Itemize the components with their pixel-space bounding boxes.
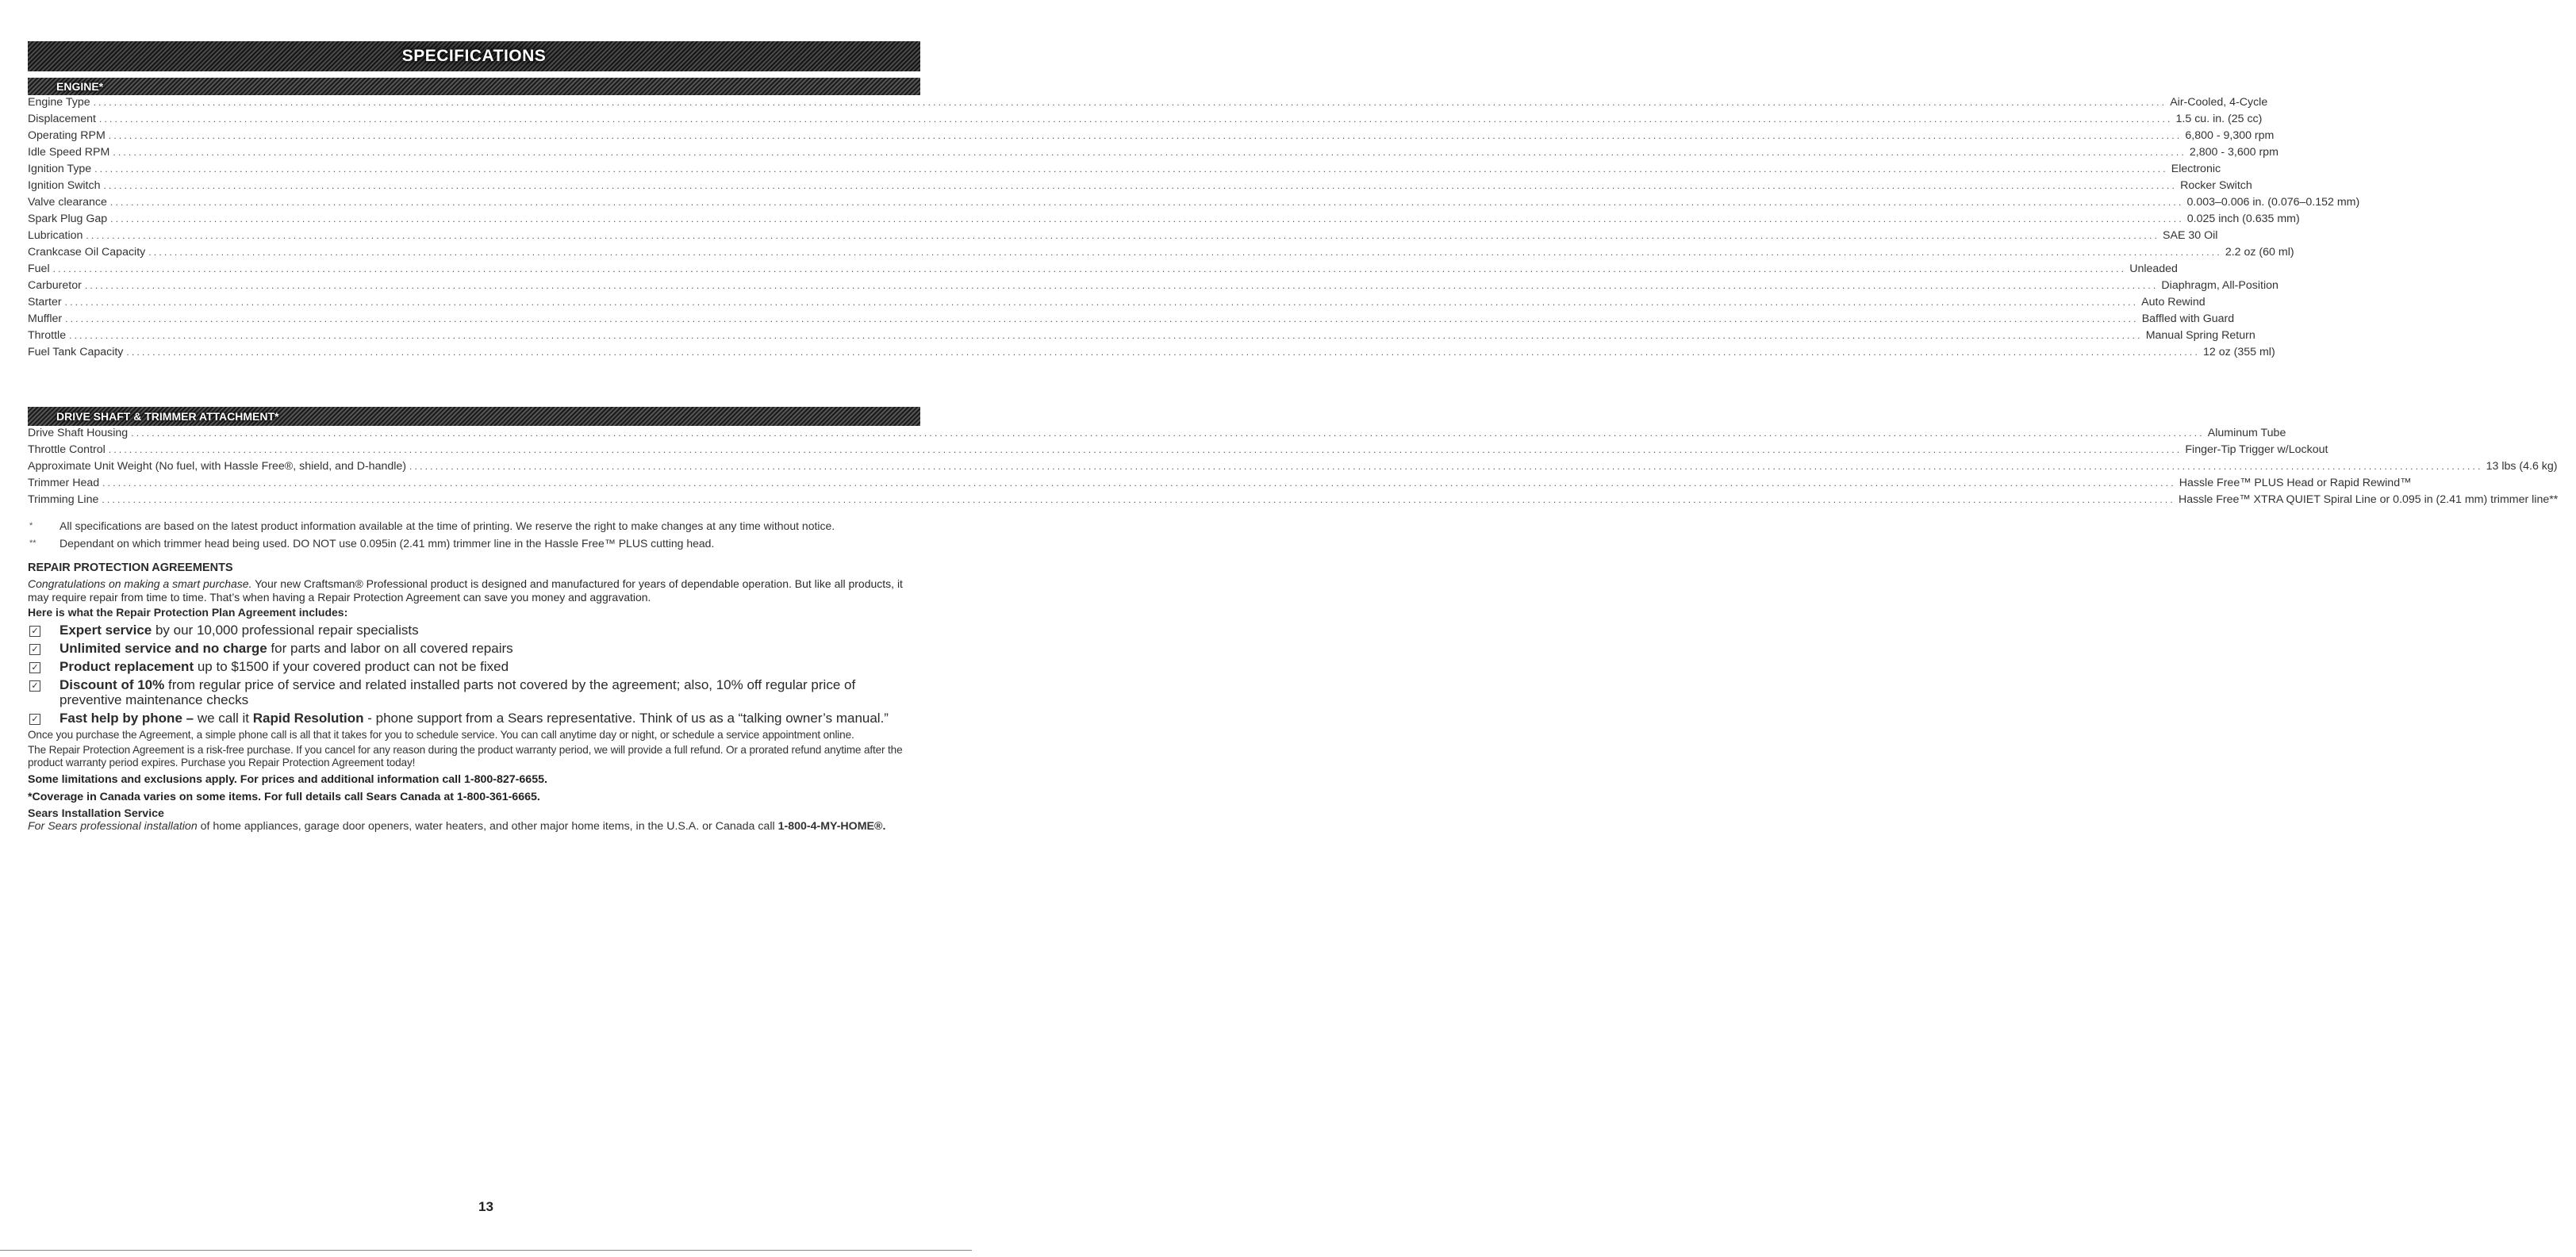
spec-label: Trimming Line	[28, 493, 99, 506]
spec-label: Muffler	[28, 312, 63, 325]
spec-row	[28, 163, 2221, 179]
spec-value: Aluminum Tube	[2207, 427, 2286, 439]
dot-leader: ................................................................................................................................................................................................................................................................................................................................................................................................................	[108, 444, 2182, 455]
spec-label: Carburetor	[28, 279, 82, 292]
spec-value: Hassle Free™ PLUS Head or Rapid Rewind™	[2179, 477, 2412, 489]
benefit-item	[28, 641, 920, 656]
spec-row	[28, 129, 2275, 146]
bottom-divider	[0, 1250, 972, 1251]
spec-value: 0.025 inch (0.635 mm)	[2186, 213, 2300, 225]
checkbox-icon: ✓	[29, 680, 40, 692]
spec-label: Drive Shaft Housing	[28, 427, 129, 439]
drive-section-header	[28, 407, 920, 426]
spec-label: Displacement	[28, 113, 96, 125]
dot-leader: ................................................................................................................................................................................................................................................................................................................................................................................................................	[110, 213, 2184, 224]
spec-value: Auto Rewind	[2141, 296, 2206, 309]
benefit-text: we call it	[194, 711, 253, 726]
spec-row	[28, 113, 2263, 129]
spec-row	[28, 279, 2278, 296]
benefit-bold: Discount of 10%	[60, 677, 165, 692]
spec-value: Diaphragm, All-Position	[2161, 279, 2278, 292]
spec-row	[28, 96, 2268, 113]
specifications-page	[28, 41, 2559, 834]
rpa-paragraph: Once you purchase the Agreement, a simple phone call is all that it takes for you to schedule service. You can call anytime day or night, or schedule a service appointment online.	[28, 729, 854, 741]
dot-leader: ................................................................................................................................................................................................................................................................................................................................................................................................................	[148, 247, 2222, 258]
dot-leader: ................................................................................................................................................................................................................................................................................................................................................................................................................	[109, 197, 2184, 208]
checkbox-icon: ✓	[29, 626, 40, 637]
spec-label: Crankcase Oil Capacity	[28, 246, 146, 259]
spec-label: Ignition Switch	[28, 179, 101, 192]
footnote	[28, 519, 920, 533]
spec-value: Rocker Switch	[2180, 179, 2252, 192]
installation-service-section	[28, 807, 920, 834]
dot-leader: ................................................................................................................................................................................................................................................................................................................................................................................................................	[108, 130, 2182, 141]
engine-section-header	[28, 78, 920, 95]
spec-value: Finger-Tip Trigger w/Lockout	[2185, 443, 2328, 456]
spec-label: Throttle	[28, 329, 67, 342]
spec-value: Electronic	[2171, 163, 2221, 175]
rpa-intro-italic: Congratulations on making a smart purchase.	[28, 577, 252, 590]
spec-row	[28, 477, 2412, 493]
spec-row	[28, 229, 2218, 246]
dot-leader: ................................................................................................................................................................................................................................................................................................................................................................................................................	[102, 494, 2175, 505]
dot-leader: ................................................................................................................................................................................................................................................................................................................................................................................................................	[84, 280, 2159, 291]
spec-value: 2.2 oz (60 ml)	[2225, 246, 2294, 259]
rpa-limitations: Some limitations and exclusions apply. For prices and additional information call 1-800-827-6655.	[28, 773, 547, 786]
benefit-item	[28, 711, 920, 726]
benefit-bold: Fast help by phone –	[60, 711, 194, 726]
rpa-intro-text: Your new Craftsman® Professional product is designed and manufactured for years of dependable operation. But like all products, it may require repair from time to time. That’s when having a Repair Protection Agreement can save you money and aggravation.	[28, 577, 903, 604]
dot-leader: ................................................................................................................................................................................................................................................................................................................................................................................................................	[86, 230, 2160, 241]
benefit-item	[28, 659, 920, 674]
footnote	[28, 537, 920, 550]
dot-leader: ................................................................................................................................................................................................................................................................................................................................................................................................................	[65, 313, 2139, 324]
spec-value: 0.003–0.006 in. (0.076–0.152 mm)	[2186, 196, 2360, 209]
footnote-mark: *	[29, 521, 33, 531]
rpa-canada-note: *Coverage in Canada varies on some items. For full details call Sears Canada at 1-800-361-6665.	[28, 791, 540, 803]
dot-leader: ................................................................................................................................................................................................................................................................................................................................................................................................................	[409, 461, 2483, 472]
spec-value: SAE 30 Oil	[2163, 229, 2218, 242]
dot-leader: ................................................................................................................................................................................................................................................................................................................................................................................................................	[98, 113, 2173, 125]
repair-protection-section	[28, 561, 920, 804]
dot-leader: ................................................................................................................................................................................................................................................................................................................................................................................................................	[103, 180, 2178, 191]
spec-value: Hassle Free™ XTRA QUIET Spiral Line or 0.095 in (2.41 mm) trimmer line**	[2178, 493, 2559, 506]
dot-leader: ................................................................................................................................................................................................................................................................................................................................................................................................................	[64, 297, 2139, 308]
spec-value: 6,800 - 9,300 rpm	[2185, 129, 2275, 142]
dot-leader: ................................................................................................................................................................................................................................................................................................................................................................................................................	[94, 163, 2168, 174]
spec-label: Operating RPM	[28, 129, 106, 142]
page-number: 13	[478, 1199, 493, 1214]
footnote-text: Dependant on which trimmer head being used. DO NOT use 0.095in (2.41 mm) trimmer line in the Hassle Free™ PLUS cutting head.	[60, 537, 715, 550]
checkbox-icon: ✓	[29, 714, 40, 725]
benefit-item	[28, 623, 920, 638]
spec-row	[28, 427, 2286, 443]
spec-value: Baffled with Guard	[2141, 312, 2235, 325]
benefit-bold: Rapid Resolution	[252, 711, 364, 726]
spec-row	[28, 312, 2235, 329]
spec-label: Spark Plug Gap	[28, 213, 108, 225]
footnote-text: All specifications are based on the latest product information available at the time of printing. We reserve the right to make changes at any time without notice.	[60, 519, 835, 532]
spec-label: Approximate Unit Weight (No fuel, with Hassle Free®, shield, and D-handle)	[28, 460, 407, 473]
engine-spec-list	[28, 96, 2360, 362]
dot-leader: ................................................................................................................................................................................................................................................................................................................................................................................................................	[131, 427, 2205, 439]
benefit-text: for parts and labor on all covered repairs	[267, 641, 513, 656]
spec-row	[28, 329, 2255, 346]
spec-row	[28, 196, 2360, 213]
benefit-bold: Expert service	[60, 623, 152, 638]
spec-label: Fuel	[28, 263, 50, 275]
dot-leader: ................................................................................................................................................................................................................................................................................................................................................................................................................	[126, 347, 2200, 358]
rpa-paragraph: The Repair Protection Agreement is a risk-free purchase. If you cancel for any reason during the product warranty period, we will provide a full refund. Or a prorated refund anytime after the product warranty period expires. Purchase you Repair Protection Agreement today!	[28, 744, 903, 768]
drive-heading: DRIVE SHAFT & TRIMMER ATTACHMENT*	[56, 410, 279, 423]
spec-row	[28, 146, 2278, 163]
spec-label: Starter	[28, 296, 62, 309]
benefit-list	[28, 623, 920, 726]
checkbox-icon: ✓	[29, 662, 40, 673]
spec-label: Lubrication	[28, 229, 83, 242]
specifications-banner	[28, 41, 920, 71]
rpa-intro	[28, 577, 920, 604]
spec-label: Engine Type	[28, 96, 90, 109]
sis-body	[28, 820, 920, 834]
sis-title: Sears Installation Service	[28, 807, 164, 820]
rpa-includes-heading: Here is what the Repair Protection Plan Agreement includes:	[28, 606, 348, 619]
spec-label: Trimmer Head	[28, 477, 100, 489]
benefit-text: from regular price of service and related installed parts not covered by the agreement; also, 10% off regular price of preventive maintenance checks	[60, 677, 856, 707]
dot-leader: ................................................................................................................................................................................................................................................................................................................................................................................................................	[69, 330, 2143, 341]
spec-row	[28, 346, 2275, 362]
spec-row	[28, 179, 2252, 196]
benefit-bold: Unlimited service and no charge	[60, 641, 267, 656]
benefit-bold: Product replacement	[60, 659, 194, 674]
spec-row	[28, 443, 2328, 460]
specifications-title: SPECIFICATIONS	[401, 47, 547, 65]
benefit-item	[28, 677, 920, 707]
sis-phone: 1-800-4-MY-HOME®.	[777, 820, 886, 833]
spec-value: 1.5 cu. in. (25 cc)	[2175, 113, 2263, 125]
spec-value: Unleaded	[2129, 263, 2178, 275]
footnote-mark: **	[29, 538, 36, 548]
spec-label: Ignition Type	[28, 163, 92, 175]
dot-leader: ................................................................................................................................................................................................................................................................................................................................................................................................................	[102, 477, 2176, 489]
benefit-text: up to $1500 if your covered product can not be fixed	[194, 659, 509, 674]
spec-value: Manual Spring Return	[2145, 329, 2255, 342]
footnotes	[28, 519, 920, 550]
spec-value: Air-Cooled, 4-Cycle	[2170, 96, 2268, 109]
spec-label: Valve clearance	[28, 196, 107, 209]
spec-value: 13 lbs (4.6 kg)	[2486, 460, 2558, 473]
dot-leader: ................................................................................................................................................................................................................................................................................................................................................................................................................	[52, 263, 2127, 274]
rpa-title: REPAIR PROTECTION AGREEMENTS	[28, 561, 233, 574]
spec-row	[28, 213, 2300, 229]
spec-row	[28, 493, 2559, 510]
sis-italic: For Sears professional installation	[28, 820, 198, 833]
dot-leader: ................................................................................................................................................................................................................................................................................................................................................................................................................	[113, 147, 2186, 158]
spec-row	[28, 246, 2294, 263]
spec-value: 12 oz (355 ml)	[2203, 346, 2275, 358]
engine-heading: ENGINE*	[56, 80, 104, 93]
spec-row	[28, 296, 2206, 312]
benefit-text: - phone support from a Sears representative. Think of us as a “talking owner’s manual.”	[363, 711, 889, 726]
sis-text: of home appliances, garage door openers, water heaters, and other major home items, in the U.S.A. or Canada call	[197, 820, 778, 833]
benefit-text: by our 10,000 professional repair specialists	[152, 623, 419, 638]
spec-row	[28, 460, 2558, 477]
checkbox-icon: ✓	[29, 644, 40, 655]
spec-label: Throttle Control	[28, 443, 106, 456]
spec-value: 2,800 - 3,600 rpm	[2189, 146, 2278, 159]
dot-leader: ................................................................................................................................................................................................................................................................................................................................................................................................................	[93, 97, 2167, 108]
drive-spec-list	[28, 427, 2559, 510]
spec-row	[28, 263, 2178, 279]
spec-label: Fuel Tank Capacity	[28, 346, 124, 358]
spec-label: Idle Speed RPM	[28, 146, 110, 159]
